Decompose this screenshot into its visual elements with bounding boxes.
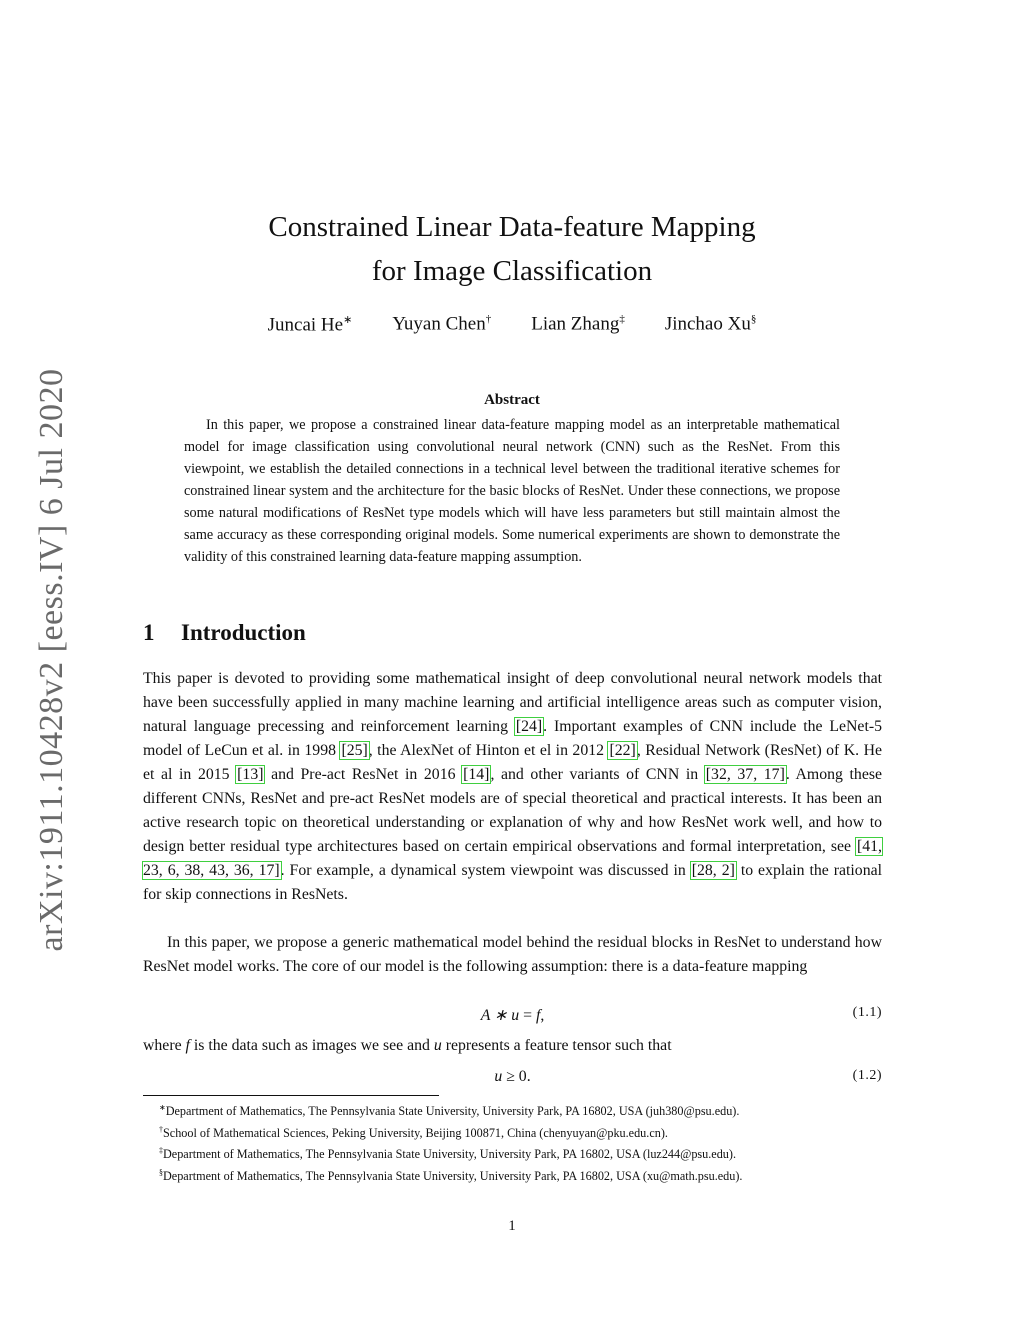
intro-paragraph-2: In this paper, we propose a generic mathematical model behind the residual blocks in ResNet to understand how ResNet model works. The core of our model is the following assumption: there is a data-feature mapping <box>143 934 882 975</box>
paper-title <box>0 205 1024 293</box>
footnote-text: School of Mathematical Sciences, Peking University, Beijing 100871, China (chenyuyan@pku.edu.cn). <box>163 1125 668 1140</box>
author-mark[interactable]: ‡ <box>619 313 625 325</box>
section-number: 1 <box>143 620 155 645</box>
abstract-text: In this paper, we propose a constrained linear data-feature mapping model as an interpretable mathematical model for image classification using convolutional neural network (CNN) such as the ResNet. From this viewpoint, we establish the detailed connections in a technical level between the traditional iterative schemes for constrained linear system and the architecture for the basic blocks of ResNet. Under these connections, we propose some natural modifications of ResNet type models which will have less parameters but still maintain almost the same accuracy as these corresponding original models. Some numerical experiments are shown to demonstrate the validity of this constrained learning data-feature mapping assumption. <box>184 417 840 565</box>
author <box>665 313 757 336</box>
text-run: This paper is devoted to providing some mathematical insight of deep convolutional neural network models that have been successfully applied in many machine learning and artificial intelligence areas such as computer vision, natural language precessing and reinforcement learning <box>143 670 882 735</box>
footnote-mark: ∗ <box>159 1103 166 1112</box>
title-line-2: for Image Classification <box>371 255 653 287</box>
footnote <box>143 1164 882 1186</box>
citation-link[interactable]: [13] <box>237 766 264 783</box>
author-list <box>0 313 1024 336</box>
text-run: to explain the rational for skip connections in ResNets. <box>143 862 882 903</box>
text-run: . For example, a dynamical system viewpoint was discussed in <box>280 862 691 879</box>
equation-expression <box>143 1005 882 1025</box>
author-name: Juncai He <box>267 314 344 336</box>
equation-lhs: A ∗ u <box>480 1007 520 1024</box>
equation-punct: , <box>540 1007 545 1024</box>
equation-1-1 <box>143 1005 882 1029</box>
footnote-text: Department of Mathematics, The Pennsylvania State University, University Park, PA 16802, USA (xu@math.psu.edu). <box>163 1168 743 1183</box>
footnotes <box>143 1099 882 1185</box>
citation-link[interactable]: [25] <box>341 742 368 759</box>
equation-rhs: f <box>535 1007 541 1024</box>
author <box>531 313 625 336</box>
footnote <box>143 1099 882 1121</box>
citation-link[interactable]: [22] <box>609 742 636 759</box>
citation-link[interactable]: [28, 2] <box>691 862 735 879</box>
citation-link[interactable]: [24] <box>515 718 543 735</box>
text-run: , and other variants of CNN in <box>490 766 705 783</box>
text-run: represents a feature tensor such that <box>441 1037 672 1054</box>
text-run: . Among these different CNNs, ResNet and pre-act ResNet models are of special theoretical and practical interests. It has been an active research topic on theoretical understanding or explanation of why and how ResNet work well, and how to design better residual type architectures based on certain empirical observations and formal interpretation, see <box>143 766 882 855</box>
footnote-mark: § <box>159 1167 163 1177</box>
author-mark[interactable]: ∗ <box>343 314 353 326</box>
intro-paragraph-1 <box>143 667 882 907</box>
citation-link[interactable]: [14] <box>463 766 490 783</box>
text-run: where <box>143 1037 186 1054</box>
equation-lhs: u <box>494 1068 503 1085</box>
footnote-divider <box>143 1095 439 1096</box>
intro-paragraph-3 <box>143 1034 882 1058</box>
footnote-text: Department of Mathematics, The Pennsylvania State University, University Park, PA 16802, USA (juh380@psu.edu). <box>165 1104 740 1119</box>
text-run: and Pre-act ResNet in 2016 <box>264 766 463 783</box>
footnote-mark: ‡ <box>159 1146 163 1156</box>
author-name: Yuyan Chen <box>392 313 486 335</box>
citation-link[interactable]: [41, 23, 6, 38, 43, 36, 17] <box>143 838 882 879</box>
equation-relation: ≥ 0. <box>506 1068 531 1085</box>
author-mark[interactable]: † <box>485 313 492 325</box>
math-var: f <box>185 1037 190 1054</box>
equation-expression <box>143 1068 882 1086</box>
title-line-1: Constrained Linear Data-feature Mapping <box>268 211 756 243</box>
section-title: Introduction <box>181 620 306 645</box>
equation-1-2 <box>143 1068 882 1092</box>
author-name: Lian Zhang <box>531 313 620 335</box>
text-run: , the AlexNet of Hinton et el in 2012 <box>368 742 609 759</box>
arxiv-identifier[interactable]: arXiv:1911.10428v2 [eess.IV] 6 Jul 2020 <box>33 368 70 952</box>
footnote-mark: † <box>159 1124 163 1134</box>
abstract-heading: Abstract <box>484 392 540 408</box>
author-name: Jinchao Xu <box>664 313 751 335</box>
footnote-text: Department of Mathematics, The Pennsylvania State University, University Park, PA 16802, USA (luz244@psu.edu). <box>163 1147 737 1162</box>
page-number: 1 <box>508 1218 516 1234</box>
equation-tag: (1.1) <box>852 1005 882 1020</box>
text-run: , Residual Network (ResNet) of K. He et al in 2015 <box>143 742 882 783</box>
author-mark[interactable]: § <box>750 313 757 325</box>
section-heading <box>143 620 306 646</box>
footnote <box>143 1121 882 1143</box>
author <box>268 313 353 336</box>
author <box>392 313 491 336</box>
math-var: u <box>433 1037 442 1054</box>
citation-link[interactable]: [32, 37, 17] <box>705 766 785 783</box>
equals-sign: = <box>519 1007 536 1024</box>
text-run: is the data such as images we see and <box>189 1037 434 1054</box>
text-run: . Important examples of CNN include the LeNet-5 model of LeCun et al. in 1998 <box>143 718 882 759</box>
equation-tag: (1.2) <box>852 1068 882 1083</box>
footnote <box>143 1142 882 1164</box>
